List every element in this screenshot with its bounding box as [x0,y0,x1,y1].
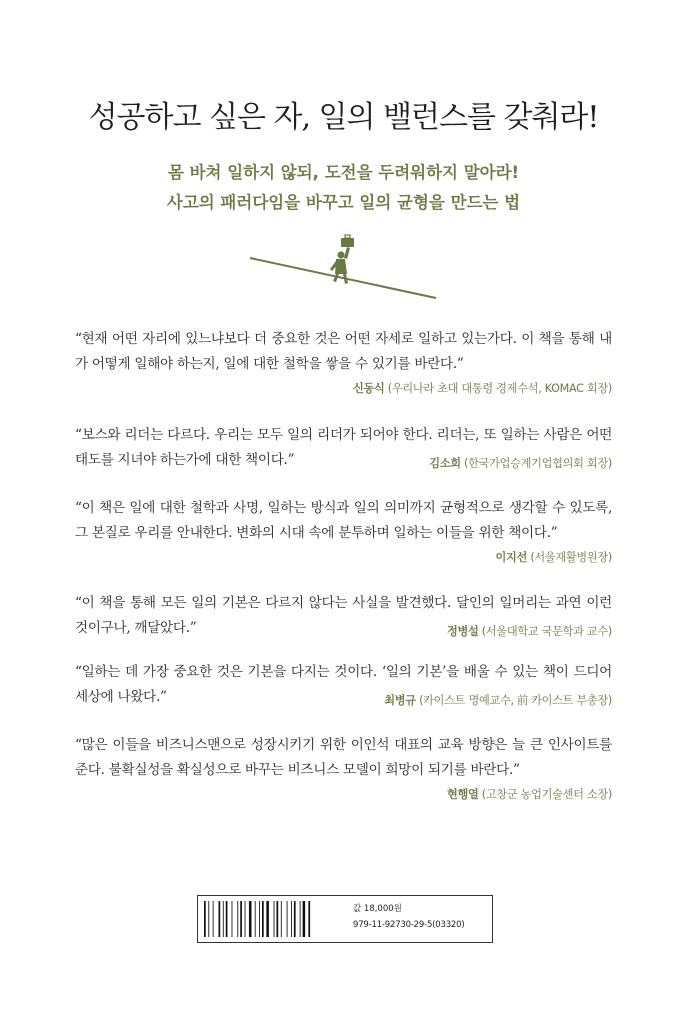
endorsement-3 [75,496,612,565]
barcode-bar [226,901,228,937]
endorsement-attribution [75,549,612,565]
endorser-role: (서울대학교 국문학과 교수) [481,625,612,638]
endorser-role: (카이스트 명예교수, 前 카이스트 부총장) [419,694,612,707]
barcode-bar [262,901,264,937]
endorsement-attribution [439,623,612,639]
endorser-name: 현행열 [446,788,479,801]
endorser-role: (고창군 농업기술센터 소장) [481,788,612,801]
cover-subtitle [0,158,687,218]
barcode-bar [245,901,246,937]
endorsement-text: “현재 어떤 자리에 있느냐보다 더 중요한 것은 어떤 자세로 일하고 있는가다. 이 책을 통해 내가 어떻게 일해야 하는지, 일에 대한 철학을 쌓을 수 있기를 바란다.” [75,331,612,372]
endorsement-attribution [75,786,612,802]
endorsement-attribution [75,380,612,396]
endorser-role: (우리나라 초대 대통령 경제수석, KOMAC 회장) [387,382,612,395]
barcode-bar [291,901,292,937]
endorsement-text: “보스와 리더는 다르다. 우리는 모두 일의 리더가 되어야 한다. 리더는, 또 일하는 사람은 어떤 태도를 지녀야 하는가에 대한 책이다.” [75,427,612,468]
barcode [204,901,344,937]
price-label: 값 18,000원 [353,904,402,914]
endorsement-5 [75,660,612,710]
isbn-barcode-box [197,895,493,943]
endorsement-4 [75,591,612,641]
endorser-name: 김소희 [429,457,461,470]
barcode-bar [232,901,233,937]
barcode-bar [303,901,306,937]
barcode-bar [287,901,288,937]
endorser-role: (한국가업승계기업협의회 회장) [464,457,612,470]
endorser-name: 최병규 [384,694,416,707]
barcode-info [353,901,464,933]
barcode-bar [274,901,275,937]
barcode-bar [249,901,252,937]
endorser-role: (서울재활병원장) [530,551,612,564]
endorsement-2 [75,423,612,473]
barcode-bar [277,901,279,937]
subtitle-line-1: 몸 바쳐 일하지 않되, 도전을 두려워하지 말아라! [167,163,520,182]
barcode-bar [240,901,242,937]
endorsement-attribution [376,692,612,708]
barcode-bar [208,901,209,937]
barcode-bar [255,901,256,937]
isbn-number: 979-11-92730-29-5(03320) [353,920,465,930]
endorser-name: 정병설 [446,625,479,638]
endorsement-attribution [421,455,612,471]
endorsement-text: “이 책을 통해 모든 일의 기본은 다르지 않다는 사실을 발견했다. 달인의 일머리는 과연 이런 것이구나, 깨달았다.” [75,595,612,636]
barcode-bar [294,901,296,937]
barcode-bar [213,901,214,937]
barcode-bar [223,901,224,937]
barcode-bar [237,901,238,937]
barcode-bar [300,901,301,937]
endorsement-text: “일하는 데 가장 중요한 것은 기본을 다지는 것이다. ‘일의 기본’을 배울 수 있는 책이 드디어 세상에 나왔다.” [75,664,612,705]
subtitle-line-2: 사고의 패러다임을 바꾸고 일의 균형을 만드는 법 [166,193,521,212]
barcode-bar [308,901,310,937]
cover-title: 성공하고 싶은 자, 일의 밸런스를 갖춰라! [88,100,599,135]
endorsement-text: “많은 이들을 비즈니스맨으로 성장시키기 위한 이인석 대표의 교육 방향은 늘 큰 인사이트를 준다. 불확실성을 확실성으로 바꾸는 비즈니스 모델이 희망이 되기를 바란다.” [75,737,612,778]
endorsement-1 [75,327,612,396]
barcode-bar [266,901,269,937]
barcode-bar [281,901,282,937]
endorser-name: 신동식 [352,382,385,395]
barcode-bar [204,901,206,937]
endorsement-6 [75,733,612,802]
barcode-bar [259,901,260,937]
endorser-name: 이지선 [495,551,528,564]
tightrope-walker-illustration [248,232,438,302]
endorsement-text: “이 책은 일에 대한 철학과 사명, 일하는 방식과 일의 의미까지 균형적으로 생각할 수 있도록, 그 본질로 우리를 안내한다. 변화의 시대 속에 분투하며 일하는 이들을 위한 책이다.” [75,500,612,541]
barcode-bar [219,901,221,937]
